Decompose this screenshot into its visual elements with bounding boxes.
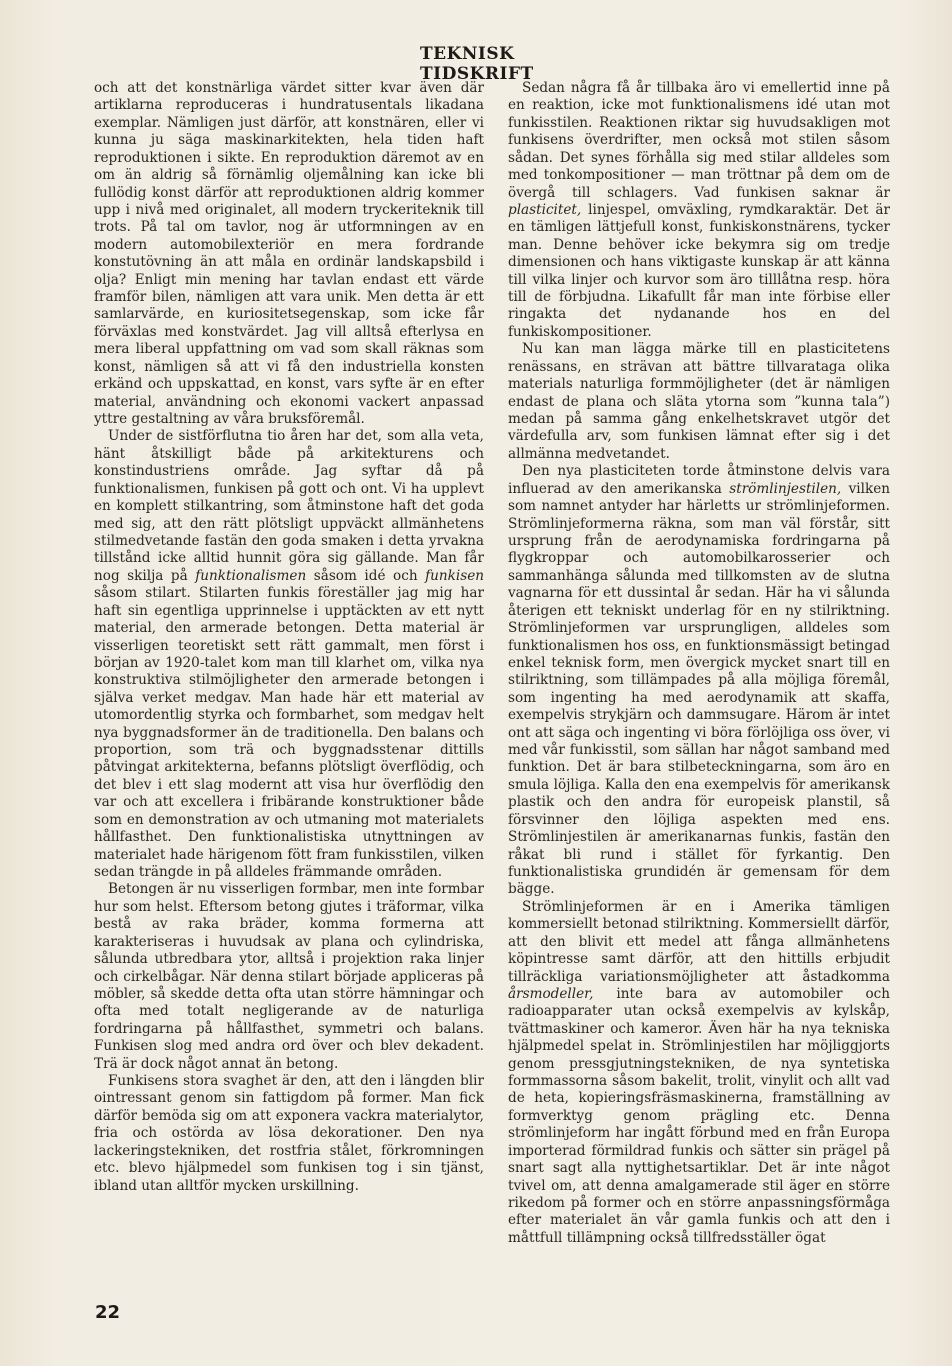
paragraph (508, 80, 890, 341)
paragraph: Nu kan man lägga märke till en plasticitetens renässans, en strävan att bättre tillvarataga olika materials naturliga formmöjligheter (det är nämligen endast de plana och släta ytorna som ”kunna tala”) medan på samma gång enkelhetskravet utgör det värdefulla arv, som funkisen lämnat efter sig i det allmänna medvetandet. (508, 341, 890, 462)
italic-term: strömlinjestilen, (729, 480, 842, 497)
text-run: vilken som namnet antyder har härletts ur strömlinjeformen. Strömlinjeformerna räkna, som man väl förstår, sitt ursprung från de aerodynamiska fordringarna på flygkroppar och automobilkarosserier och sammanhänga sålunda med tillkomsten av de slutna vagnarna för ett dussintal år sedan. Här ha vi sålunda återigen ett tekniskt underlag för en ny stilriktning. Strömlinjeformen var ursprungligen, alldeles som funktionalismen hos oss, en funktionsmässigt betingad enkel teknisk form, men övergick mycket snart till en stilriktning, som tillämpades på alla möjliga föremål, som ingenting ha med aerodynamik att skaffa, exempelvis strykjärn och dammsugare. Härom är intet ont att säga och ingenting vi böra förlöjliga oss över, vi med vår funkisstil, som sällan har något samband med funktion. Det är bara stilbeteckningarna, som äro en smula löjliga. Kalla den ena exempelvis för amerikansk plastik och den andra för europeisk planstil, så försvinner den löjliga aspekten med ens. Strömlinjestilen är amerikanarnas funkis, fastän den råkat bli rund i stället för fyrkantig. Den funktionalistiska grundidén är gemensam för dem bägge. (508, 480, 890, 898)
journal-title: TEKNISK TIDSKRIFT (420, 44, 534, 84)
paragraph (508, 463, 890, 899)
text-run: linjespel, omväxling, rymdkaraktär. Det är en tämligen lättjefull konst, funkiskonstnärens, tycker man. Denne behöver icke bekymra sig om tredje dimensionen och hans viktigaste kunskap är att känna till vilka linjer och kurvor som äro tilllåtna resp. höra till de förbjudna. Likafullt får man inte förbise eller ringakta det nydanande hos en del funkiskompositioner. (508, 201, 890, 340)
page-number: 22 (95, 1302, 121, 1323)
text-run: inte bara av automobiler och radioapparater utan också exempelvis av kylskåp, tvättmaskiner och kameror. Även här ha nya tekniska hjälpmedel spelat in. Strömlinjestilen har möjliggjorts genom pressgjutningstekniken, de nya syntetiska formmassorna såsom bakelit, trolit, vinylit och allt vad de heta, kopieringsfräsmaskinerna, framställning av formverktyg genom prägling etc. Denna strömlinjeform har ingått förbund med en från Europa importerad förmildrad funkis och sätter sin prägel på snart sagt alla nyttighetsartiklar. Det är inte något tvivel om, att denna amalgamerade stil äger en större rikedom på former och en större anpassningsförmåga efter materialet än vår gamla funkis och att den i måttfull tillämpning också tillfredsställer ögat (508, 985, 890, 1246)
text-run: såsom idé och (306, 567, 426, 584)
left-column (94, 80, 484, 1195)
italic-term: plasticitet, (508, 201, 582, 218)
italic-term: funkisen (425, 567, 484, 584)
paragraph (94, 428, 484, 881)
text-run: Strömlinjeformen är en i Amerika tämligen kommersiellt betonad stilriktning. Kommersiellt därför, att den blivit ett medel att fånga allmänhetens köpintresse samt därför, att den hittills erbjudit tillräckliga variationsmöjligheter att åstadkomma (508, 898, 890, 985)
italic-term: funktionalismen (195, 567, 307, 584)
right-column (508, 80, 890, 1247)
italic-term: årsmodeller, (508, 985, 594, 1002)
text-run: Sedan några få år tillbaka äro vi emellertid inne på en reaktion, icke mot funktionalismens idé utan mot funkisstilen. Reaktionen riktar sig huvudsakligen mot funkisens överdrifter, men också mot stilen såsom sådan. Det synes förhålla sig med stilar alldeles som med tonkompositioner — man tröttnar på dem om de övergå till schlagers. Vad funkisen saknar är (508, 80, 890, 201)
paragraph: Betongen är nu visserligen formbar, men inte formbar hur som helst. Eftersom betong gjutes i träformar, vilka bestå av raka bräder, komma formerna att karakteriseras i huvudsak av plana och cylindriska, sålunda utbredbara ytor, alltså i projektion raka linjer och cirkelbågar. När denna stilart började appliceras på möbler, så skedde detta ofta utan större hämningar och ofta med totalt negligerande av de naturliga fordringarna på hållfasthet, symmetri och balans. Funkisen slog med andra ord över och blev dekadent. Trä är dock något annat än betong. (94, 881, 484, 1072)
text-run: Den nya plasticiteten torde åtminstone delvis vara influerad av den amerikanska (508, 463, 890, 497)
paragraph (508, 899, 890, 1247)
text-run: såsom stilart. Stilarten funkis föreställer jag mig har haft sin egentliga upprinnelse i upptäckten av ett nytt material, den armerade betongen. Detta material är visserligen teoretiskt sett rätt gammalt, men först i början av 1920-talet kom man till klarhet om, vilka nya konstruktiva stilmöjligheter den armerade betongen i själva verket medgav. Man hade här ett material av utomordentlig styrka och formbarhet, som medgav helt nya byggnadsformer än de traditionella. Den balans och proportion, som trä och byggnadsstenar dittills påtvingat arkitekterna, befanns plötsligt överflödig, och det blev i ett slag modernt att visa hur överflödig den var och att excellera i fribärande konstruktioner både som en demonstration av och utmaning mot materialets hållfasthet. Den funktionalistiska utnyttningen av materialet hade härigenom fött fram funkisstilen, vilken sedan trängde in på alldeles främmande områden. (94, 585, 484, 880)
paragraph: och att det konstnärliga värdet sitter kvar även där artiklarna reproduceras i hundratusentals likadana exemplar. Nämligen just därför, att konstnären, eller vi kunna ju säga maskinarkitekten, hela tiden haft reproduktionen i sikte. En reproduktion däremot av en om än aldrig så förnämlig oljemålning kan icke bli fullödig konst därför att reproduktionen aldrig kommer upp i nivå med originalet, all modern tryckeriteknik till trots. På tal om tavlor, nog är utformningen av en modern automobilexteriör en mera fordrande konstutövning än att måla en ordinär landskapsbild i olja? Enligt min mening har tavlan endast ett värde framför bilen, nämligen att vara unik. Men detta är ett samlarvärde, en kuriositetsegenskap, som icke får förväxlas med konstvärdet. Jag vill alltså efterlysa en mera liberal uppfattning om vad som skall räknas som konst, nämligen så att vi få den industriella konsten erkänd och uppskattad, en konst, vars syfte är en efter material, användning och ekonomi vackert anpassad yttre gestaltning av våra bruksföremål. (94, 80, 484, 428)
text-run: Under de sistförflutna tio åren har det, som alla veta, hänt åtskilligt både på arkitekturens och konstindustriens område. Jag syftar då på funktionalismen, funkisen på gott och ont. Vi ha upplevt en komplett stilkantring, som åtminstone haft det goda med sig, att den rätt plötsligt uppväckt allmänhetens stilmedvetande fastän den goda smaken i detta yrvakna tillstånd icke alltid hunnit göra sig gällande. Man får nog skilja på (94, 428, 484, 584)
paragraph: Funkisens stora svaghet är den, att den i längden blir ointressant genom sin fattigdom på former. Man fick därför bemöda sig om att exponera vackra materialytor, fria och ostörda av lösa dekorationer. Den nya lackeringstekniken, det rostfria stålet, förkromningen etc. blevo hjälpmedel som funkisen tog i sin tjänst, ibland utan alltför mycken urskillning. (94, 1073, 484, 1194)
